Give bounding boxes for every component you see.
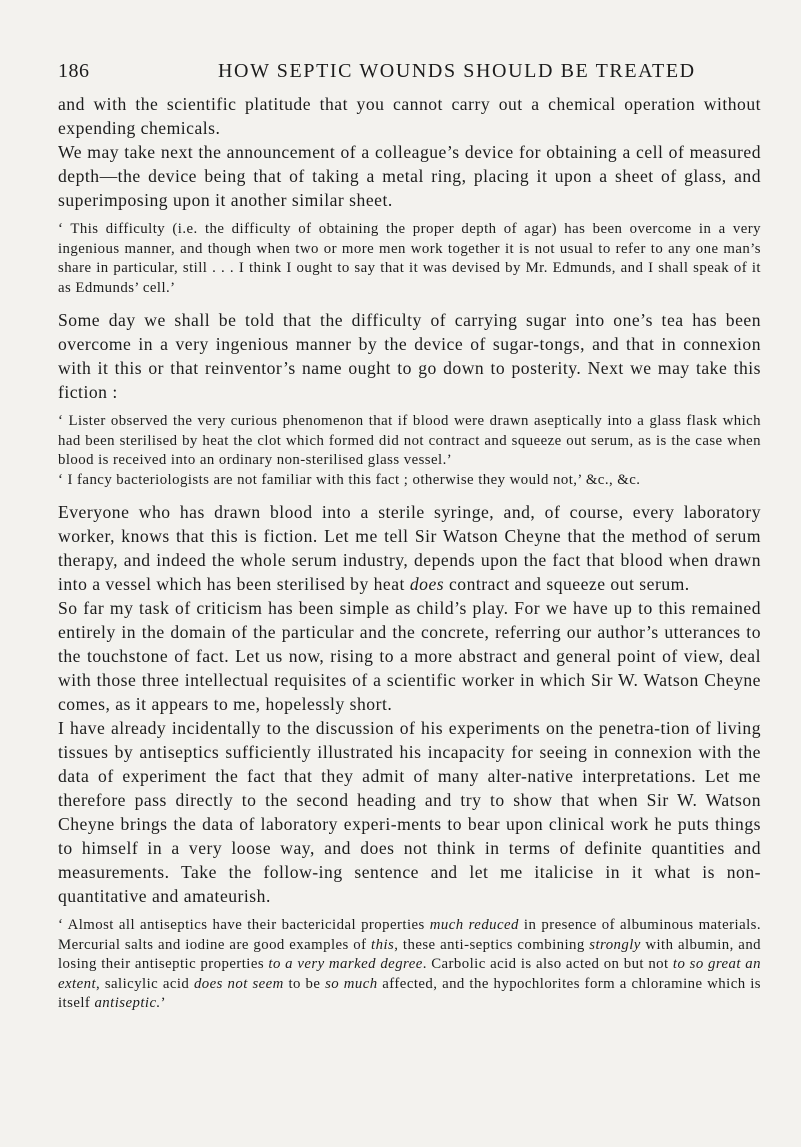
- quote-lister: ‘ Lister observed the very curious phenomenon that if blood were drawn aseptically into a glass flask which had been sterilised by heat the clot which formed did not contract and squeeze out serum, as is the case when blood is received into an ordinary non-sterilised glass vessel.’: [58, 413, 761, 468]
- paragraph-criticism: So far my task of criticism has been simple as child’s play. For we have up to this remained entirely in the domain of the particular and the concrete, referring our author’s utterances to the touchstone of fact. Let us now, rising to a more abstract and general point of view, deal with those three intellectual requisites of a scientific worker in which Sir W. Watson Cheyne comes, as it appears to me, hopelessly short.: [58, 598, 761, 714]
- text-run: with albumin, and losing their antiseptic properties: [58, 936, 762, 972]
- text-run: . Carbolic acid is also acted on but not: [422, 956, 673, 972]
- paragraph-experiments: I have already incidentally to the discussion of his experiments on the penetra-tion of living tissues by antiseptics sufficiently illustrated his incapacity for seeing in connexion with the data of experiment the fact that they admit of many alter-native interpretations. Let me therefore pass directly to the second heading and try to show that when Sir W. Watson Cheyne brings the data of laboratory experi-ments to bear upon clinical work he puts things to himself in a very loose way, and does not think in terms of definite quantities and measurements. Take the follow-ing sentence and let me italicise in it what is non-quantitative and amateurish.: [58, 718, 761, 906]
- paragraph-continued: and with the scientific platitude that you cannot carry out a chemical operation without expending chemicals.: [58, 94, 761, 138]
- text-run: Everyone who has drawn blood into a sterile syringe, and, of course, every laboratory worker, knows that this is fiction. Let me tell Sir Watson Cheyne that the method of serum therapy, and indeed the whole serum industry, depends upon the fact that blood when drawn into a vessel which has been sterilised by heat: [58, 502, 761, 594]
- italic-run: much reduced: [429, 917, 519, 933]
- text-run: to be: [283, 975, 326, 992]
- text-run: , these anti-septics combining: [394, 936, 590, 953]
- running-head: HOW SEPTIC WOUNDS SHOULD BE TREATED: [218, 60, 696, 82]
- italic-run: strongly: [589, 936, 641, 953]
- italic-run: to so great an extent: [58, 956, 761, 992]
- paragraph-sugar-tongs: Some day we shall be told that the difficulty of carrying sugar into one’s tea has been overcome in a very ingenious manner by the device of sugar-tongs, and that in connexion with it this or that reinventor’s name ought to go down to posterity. Next we may take this fiction :: [58, 310, 761, 402]
- page-number: 186: [58, 60, 90, 82]
- quote-bacteriologists: ‘ I fancy bacteriologists are not familiar with this fact ; otherwise they would not,’ &c., &c.: [58, 471, 641, 488]
- paragraph-serum-fiction: [58, 500, 761, 596]
- page-header: [58, 60, 743, 88]
- text-run: ’: [160, 995, 167, 1011]
- text-run: contract and squeeze out serum.: [444, 574, 690, 594]
- italic-run: antiseptic.: [94, 995, 161, 1011]
- text-run: affected, and the hypochlorites form a chloramine which is itself: [58, 975, 761, 1011]
- italic-run: to a very marked degree: [268, 956, 423, 972]
- quote-edmunds-cell: ‘ This difficulty (i.e. the difficulty of obtaining the proper depth of agar) has been overcome in a very ingenious manner, and though when two or more men work together it is not usual to refer to any one man’s share in particular, still . . . I think I ought to say that it was devised by Mr. Edmunds, and I shall speak of it as Edmunds’ cell.’: [58, 221, 761, 296]
- italic-run: does not seem: [193, 975, 284, 992]
- italic-run: so much: [325, 975, 378, 992]
- text-run: ‘ Almost all antiseptics have their bactericidal properties: [58, 917, 430, 933]
- text-run: in presence of albuminous materials. Mercurial salts and iodine are good examples of: [58, 917, 762, 953]
- paragraph-colleague-device: We may take next the announcement of a colleague’s device for obtaining a cell of measured depth—the device being that of taking a metal ring, placing it upon a sheet of glass, and superimposing upon it another similar sheet.: [58, 142, 761, 210]
- emphasis-does: does: [409, 574, 445, 594]
- text-run: , salicylic acid: [96, 975, 194, 992]
- quote-antiseptics: [58, 916, 761, 1014]
- italic-run: this: [371, 936, 395, 953]
- page-body: [58, 92, 761, 1014]
